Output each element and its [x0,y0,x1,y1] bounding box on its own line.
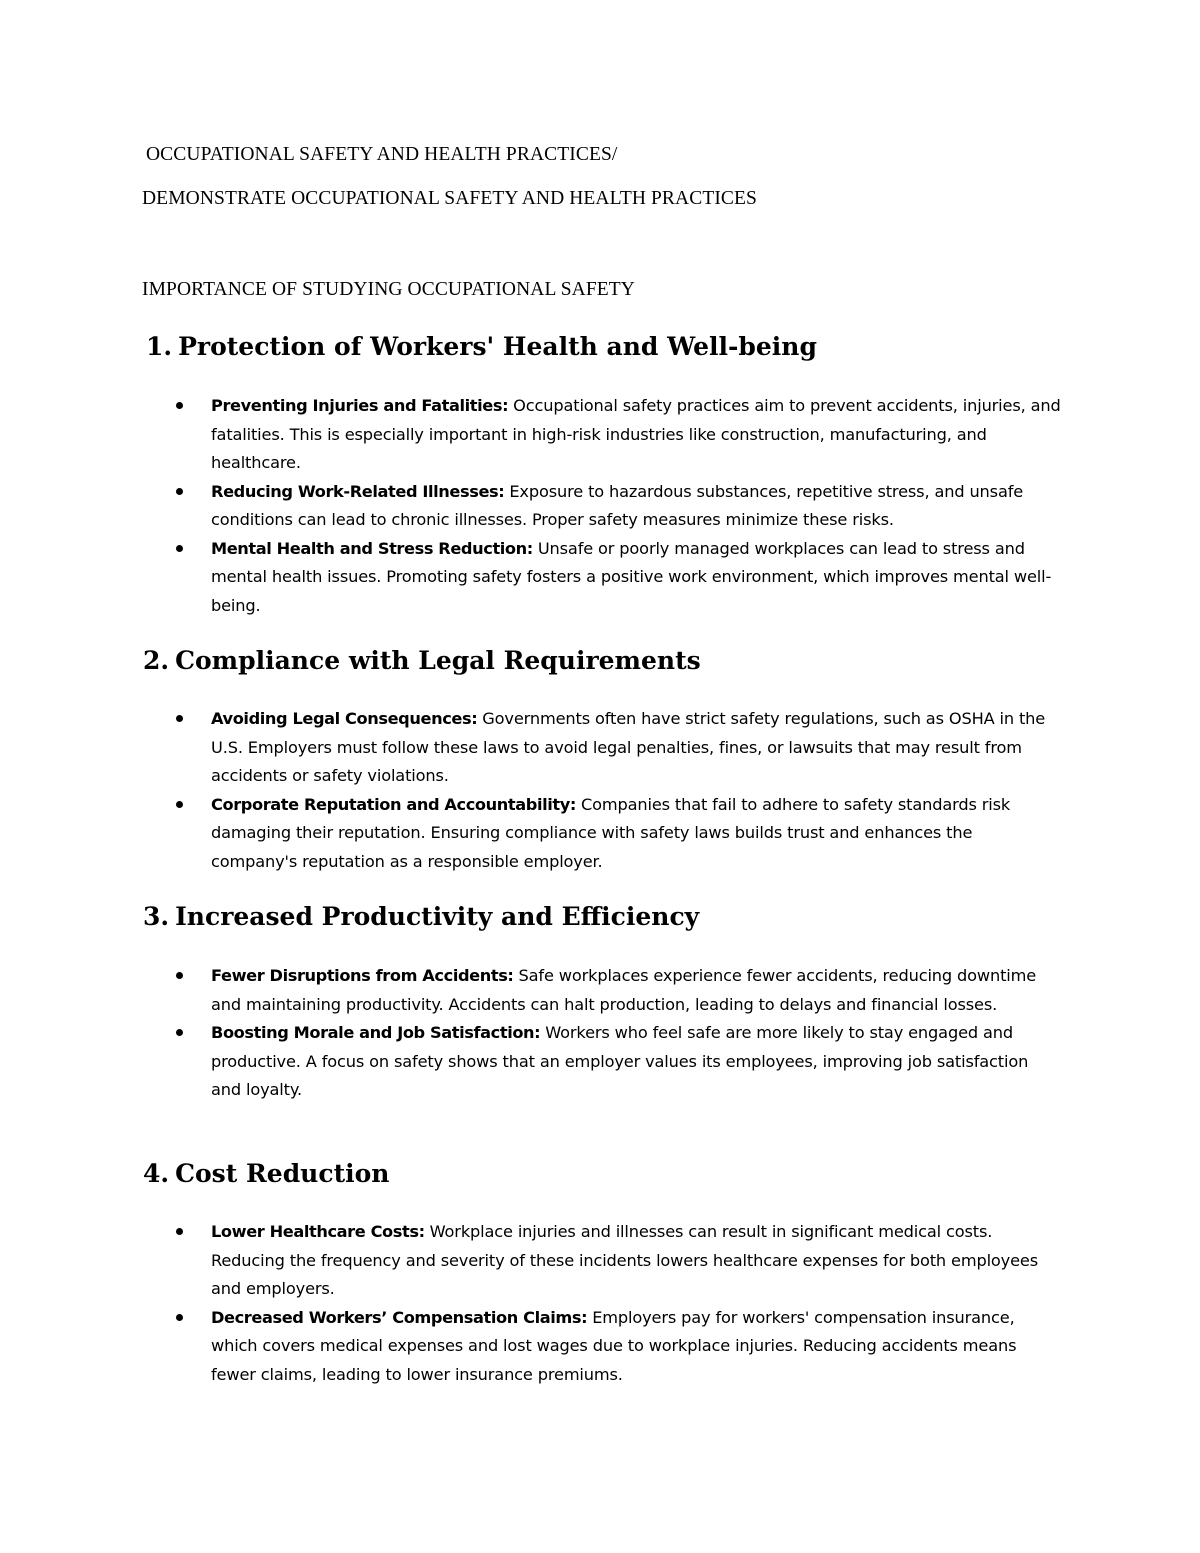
item-text: Unsafe or poorly managed workplaces can lead to stress and mental health issues. Promoting safety fosters a positive work environment, which improves mental well-being. [211,538,1052,615]
section-title: Compliance with Legal Requirements [175,646,701,675]
item-lead: Corporate Reputation and Accountability: [211,794,576,814]
item-text: Companies that fail to adhere to safety standards risk damaging their reputation. Ensuring compliance with safety laws builds trust and enhances the company's reputation as a responsible employer. [211,794,1011,871]
item-text: Safe workplaces experience fewer accidents, reducing downtime and maintaining productivity. Accidents can halt production, leading to delays and financial losses. [211,966,1037,1014]
section-number: 4. [143,1159,170,1188]
section-title: Cost Reduction [175,1159,390,1188]
section-number: 3. [143,902,170,931]
section-heading-3 [143,902,699,931]
section-number: 1. [146,332,173,361]
item-text: Occupational safety practices aim to prevent accidents, injuries, and fatalities. This is especially important in high-risk industries like construction, manufacturing, and healthcare. [211,396,1061,472]
bullet-icon [176,1314,183,1321]
list-item [0,705,1061,791]
list-item [0,392,1061,478]
list-item [0,535,1061,621]
section-heading-2 [143,646,701,675]
section-4-list [0,1218,1200,1389]
section-1-list [0,392,1200,620]
item-lead: Lower Healthcare Costs: [211,1222,425,1241]
document-title-line-1: OCCUPATIONAL SAFETY AND HEALTH PRACTICES/ [146,144,618,165]
bullet-icon [176,488,183,495]
item-text: Workers who feel safe are more likely to stay engaged and productive. A focus on safety shows that an employer values its employees, improving job satisfaction and loyalty. [211,1023,1029,1099]
item-lead: Reducing Work-Related Illnesses: [211,481,505,501]
section-title: Protection of Workers' Health and Well-being [178,332,817,361]
item-lead: Preventing Injuries and Fatalities: [211,396,509,415]
bullet-icon [176,545,183,552]
item-text: Governments often have strict safety regulations, such as OSHA in the U.S. Employers must follow these laws to avoid legal penalties, fines, or lawsuits that may result from accidents or safety violations. [211,709,1046,785]
bullet-icon [176,1228,183,1235]
document-subtitle: IMPORTANCE OF STUDYING OCCUPATIONAL SAFETY [142,279,635,300]
section-title: Increased Productivity and Efficiency [175,902,700,931]
item-lead: Boosting Morale and Job Satisfaction: [211,1023,541,1042]
item-lead: Decreased Workers’ Compensation Claims: [211,1307,588,1327]
section-heading-1 [146,332,817,361]
document-title-line-2: DEMONSTRATE OCCUPATIONAL SAFETY AND HEALTH PRACTICES [142,188,757,209]
list-item [0,1218,1061,1304]
item-lead: Mental Health and Stress Reduction: [211,538,533,558]
bullet-icon [176,801,183,808]
bullet-icon [176,972,183,979]
list-item [0,791,1061,877]
section-2-list [0,705,1200,876]
bullet-icon [176,402,183,409]
list-item [0,1019,1061,1105]
item-text: Workplace injuries and illnesses can result in significant medical costs. Reducing the frequency and severity of these incidents lowers healthcare expenses for both employees and employers. [211,1222,1039,1298]
section-3-list [0,962,1200,1105]
list-item [0,962,1061,1019]
bullet-icon [176,1029,183,1036]
list-item [0,1304,1061,1390]
section-number: 2. [143,646,170,675]
item-text: Employers pay for workers' compensation insurance, which covers medical expenses and lost wages due to workplace injuries. Reducing accidents means fewer claims, leading to lower insurance premiums. [211,1307,1017,1384]
item-lead: Fewer Disruptions from Accidents: [211,966,514,985]
section-heading-4 [143,1159,389,1188]
item-lead: Avoiding Legal Consequences: [211,709,478,728]
list-item [0,478,1061,535]
item-text: Exposure to hazardous substances, repetitive stress, and unsafe conditions can lead to chronic illnesses. Proper safety measures minimize these risks. [211,481,1024,529]
bullet-icon [176,715,183,722]
